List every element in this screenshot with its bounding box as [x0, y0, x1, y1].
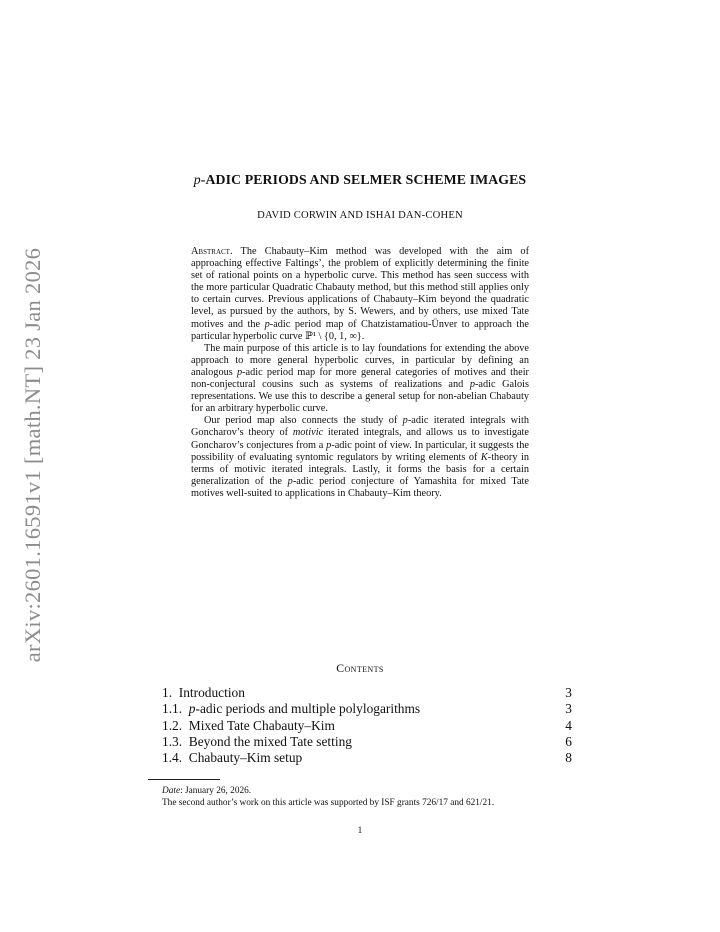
abstract-p3-text-d: -adic point of view. In particular, it suggests the possibility of evaluating syntomic regulators by writing elements of — [191, 439, 529, 463]
toc-entry-number: 1.1. — [162, 701, 183, 717]
math-projective-line: ℙ¹ \ {0, 1, ∞} — [305, 330, 362, 342]
toc-entry-number: 1. — [162, 685, 173, 700]
toc-entry-title: Mixed Tate Chabauty–Kim — [188, 717, 335, 733]
math-p: p — [326, 439, 332, 451]
footnote-support: The second author’s work on this article was supported by ISF grants 726/17 and 621/21. — [162, 798, 495, 809]
toc-entry[interactable] — [162, 685, 572, 701]
abstract-p2-text-c: -adic Galois representations. We use this to describe a general setup for non-abelian Chabauty for an arbitrary hyperbolic curve. — [191, 379, 529, 415]
toc-entry-page: 6 — [565, 733, 572, 749]
abstract-p1-text-b: -adic period map of Chatzistamatiou-Ünver to approach the particular hyperbolic curve — [191, 318, 530, 342]
abstract-paragraph-2 — [191, 343, 529, 416]
footnote-date-label: Date — [162, 786, 181, 796]
math-p: p — [402, 415, 408, 427]
title-text: -ADIC PERIODS AND SELMER SCHEME IMAGES — [200, 172, 527, 187]
footnote — [148, 785, 574, 809]
abstract-p1-text-a: The Chabauty–Kim method was developed with the aim of approaching effective Faltings’, the problem of explicitly determining the finite set of rational points on a hyperbolic curve. This method has seen success with the more particular Quadratic Chabauty method, but this method still applies only to certain curves. Previous applications of Chabauty–Kim beyond the quadratic level, as pursued by the authors, by S. Wewers, and by others, use mixed Tate motives and the — [191, 246, 530, 330]
abstract-p3-text-c: iterated integrals, and allows us to investigate Goncharov’s conjectures from a — [191, 427, 529, 451]
math-p: p — [469, 379, 475, 391]
contents-heading: Contents — [336, 661, 384, 675]
arxiv-identifier-stamp — [8, 247, 58, 663]
table-of-contents — [162, 685, 572, 766]
abstract-paragraph-1 — [191, 246, 529, 343]
footnote-date — [148, 785, 574, 797]
toc-entry-number: 1.2. — [162, 717, 183, 733]
toc-entry-page: 4 — [565, 717, 572, 733]
toc-entry[interactable] — [162, 718, 572, 734]
abstract-p3-text-b: -adic iterated integrals with Goncharov’s theory of — [191, 415, 529, 439]
abstract-label: Abstract. — [191, 246, 233, 257]
title-p-variable: p — [193, 172, 201, 187]
math-p: p — [264, 318, 270, 330]
toc-entry-title: Chabauty–Kim setup — [188, 750, 303, 766]
toc-entry-title: Introduction — [178, 685, 245, 700]
paper-authors: DAVID CORWIN AND ISHAI DAN-COHEN — [257, 210, 463, 221]
abstract-p3-text-a: Our period map also connects the study of — [204, 415, 403, 427]
abstract-p3-text-f: -adic period conjecture of Yamashita for mixed Tate motives well-suited to applications in Chabauty–Kim theory. — [191, 475, 529, 499]
arxiv-id-text: arXiv:2601.16591v1 [math.NT] 23 Jan 2026 — [20, 247, 45, 663]
toc-entry[interactable] — [162, 750, 572, 766]
abstract-paragraph-3 — [191, 415, 529, 500]
math-K: K — [480, 451, 488, 463]
toc-entry[interactable] — [162, 701, 572, 717]
toc-entry-title: -adic periods and multiple polylogarithms — [195, 701, 421, 717]
footnote-divider — [148, 779, 220, 780]
abstract — [191, 246, 529, 500]
toc-entry-page: 3 — [565, 685, 572, 700]
toc-entry-number: 1.3. — [162, 733, 183, 749]
abstract-p1-text-c: . — [361, 330, 365, 342]
abstract-p3-text-e: -theory in terms of motivic iterated integrals. Lastly, it forms the basis for a certain generalization of the — [191, 451, 529, 487]
page-number: 1 — [357, 826, 363, 836]
toc-entry-page: 3 — [565, 701, 572, 717]
toc-entry-title: Beyond the mixed Tate setting — [188, 733, 352, 749]
toc-entry-italic: p — [188, 701, 196, 717]
toc-entry-number: 1.4. — [162, 750, 183, 766]
abstract-p2-text-b: -adic period map for more general categories of motives and their non-conjectural cousins such as systems of realizations and — [191, 366, 529, 391]
abstract-p2-text-a: The main purpose of this article is to lay foundations for extending the above approach to more general hyperbolic curves, in particular by defining an analogous — [191, 342, 529, 378]
math-p: p — [287, 475, 293, 487]
paper-title — [150, 172, 570, 188]
toc-entry[interactable] — [162, 734, 572, 750]
math-p: p — [236, 366, 243, 378]
footnote-date-value: : January 26, 2026. — [180, 786, 252, 796]
toc-entry-page: 8 — [565, 750, 572, 766]
emphasis-motivic: motivic — [292, 427, 324, 439]
